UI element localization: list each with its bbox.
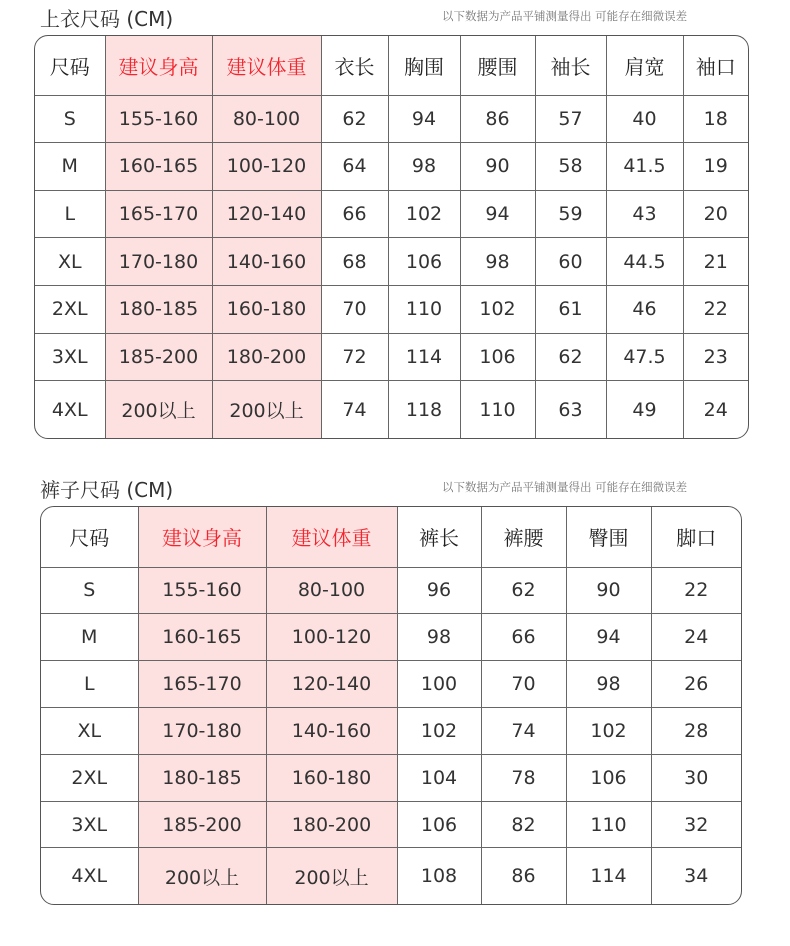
table-cell: 98 <box>388 143 460 191</box>
table-cell: 96 <box>397 567 481 614</box>
table-cell: 2XL <box>41 754 138 801</box>
table-cell: 70 <box>321 286 388 334</box>
table-cell: 24 <box>683 381 748 438</box>
bottom-table-note: 以下数据为产品平铺测量得出 可能存在细微误差 <box>442 480 688 494</box>
table-cell: XL <box>35 238 105 286</box>
table-cell: 74 <box>481 707 566 754</box>
table-cell: 80-100 <box>266 567 397 614</box>
table-cell: 86 <box>481 848 566 904</box>
header-row <box>41 507 741 567</box>
table-cell: 106 <box>397 801 481 848</box>
table-cell: XL <box>41 707 138 754</box>
table-cell: 86 <box>460 95 535 143</box>
table-cell: 94 <box>566 614 651 661</box>
table-cell: 200以上 <box>105 381 212 438</box>
table-cell: 102 <box>397 707 481 754</box>
table-cell: 160-180 <box>266 754 397 801</box>
table-cell: L <box>41 661 138 708</box>
table-row <box>41 754 741 801</box>
table-cell: M <box>35 143 105 191</box>
table-cell: 3XL <box>41 801 138 848</box>
table-row <box>41 614 741 661</box>
table-cell: 104 <box>397 754 481 801</box>
table-row <box>35 238 748 286</box>
table-cell: 94 <box>388 95 460 143</box>
column-header: 肩宽 <box>606 36 683 95</box>
table-cell: 32 <box>651 801 741 848</box>
table-cell: 22 <box>651 567 741 614</box>
table-cell: 114 <box>388 333 460 381</box>
column-header: 裤长 <box>397 507 481 567</box>
table-cell: 18 <box>683 95 748 143</box>
table-cell: 22 <box>683 286 748 334</box>
table-row <box>35 190 748 238</box>
table-cell: 94 <box>460 190 535 238</box>
table-cell: 58 <box>535 143 606 191</box>
table-cell: 200以上 <box>138 848 266 904</box>
table-cell: 98 <box>460 238 535 286</box>
table-cell: 120-140 <box>266 661 397 708</box>
table-row <box>41 707 741 754</box>
table-cell: 155-160 <box>105 95 212 143</box>
column-header: 裤腰 <box>481 507 566 567</box>
table-cell: 66 <box>321 190 388 238</box>
table-cell: 185-200 <box>105 333 212 381</box>
table-cell: 41.5 <box>606 143 683 191</box>
table-cell: 170-180 <box>138 707 266 754</box>
table-cell: 185-200 <box>138 801 266 848</box>
table-cell: 100-120 <box>212 143 321 191</box>
table-cell: 60 <box>535 238 606 286</box>
table-cell: 68 <box>321 238 388 286</box>
table-cell: 26 <box>651 661 741 708</box>
table-cell: 98 <box>397 614 481 661</box>
column-header: 腰围 <box>460 36 535 95</box>
table-cell: 180-200 <box>212 333 321 381</box>
table-cell: 106 <box>460 333 535 381</box>
column-header: 建议身高 <box>105 36 212 95</box>
table-cell: 62 <box>481 567 566 614</box>
table-cell: 102 <box>388 190 460 238</box>
table-cell: 30 <box>651 754 741 801</box>
table-cell: 82 <box>481 801 566 848</box>
table-cell: S <box>41 567 138 614</box>
table-cell: 160-165 <box>138 614 266 661</box>
table-cell: 200以上 <box>266 848 397 904</box>
table-cell: 34 <box>651 848 741 904</box>
table-cell: 100-120 <box>266 614 397 661</box>
table-cell: 90 <box>566 567 651 614</box>
table-cell: S <box>35 95 105 143</box>
column-header: 建议体重 <box>266 507 397 567</box>
table-cell: 2XL <box>35 286 105 334</box>
table-cell: 90 <box>460 143 535 191</box>
table-cell: 100 <box>397 661 481 708</box>
table-cell: L <box>35 190 105 238</box>
table-cell: M <box>41 614 138 661</box>
table-cell: 23 <box>683 333 748 381</box>
table-cell: 19 <box>683 143 748 191</box>
table-cell: 118 <box>388 381 460 438</box>
table-row <box>41 801 741 848</box>
table-cell: 106 <box>566 754 651 801</box>
table-cell: 110 <box>566 801 651 848</box>
column-header: 脚口 <box>651 507 741 567</box>
column-header: 尺码 <box>35 36 105 95</box>
table-row <box>41 661 741 708</box>
column-header: 胸围 <box>388 36 460 95</box>
table-cell: 110 <box>388 286 460 334</box>
table-cell: 140-160 <box>266 707 397 754</box>
table-cell: 40 <box>606 95 683 143</box>
table-cell: 47.5 <box>606 333 683 381</box>
table-cell: 140-160 <box>212 238 321 286</box>
table-cell: 4XL <box>35 381 105 438</box>
table-cell: 78 <box>481 754 566 801</box>
bottom-table-title: 裤子尺码 (CM) <box>40 478 174 502</box>
table-cell: 165-170 <box>138 661 266 708</box>
top-size-table <box>34 35 749 439</box>
top-table-note: 以下数据为产品平铺测量得出 可能存在细微误差 <box>442 9 688 23</box>
table-cell: 62 <box>535 333 606 381</box>
table-cell: 70 <box>481 661 566 708</box>
table-row <box>41 848 741 904</box>
table-cell: 98 <box>566 661 651 708</box>
table-cell: 160-180 <box>212 286 321 334</box>
table-cell: 160-165 <box>105 143 212 191</box>
table-cell: 49 <box>606 381 683 438</box>
table-row <box>35 286 748 334</box>
table-cell: 108 <box>397 848 481 904</box>
column-header: 臀围 <box>566 507 651 567</box>
table-cell: 62 <box>321 95 388 143</box>
table-cell: 114 <box>566 848 651 904</box>
column-header: 建议身高 <box>138 507 266 567</box>
table-cell: 165-170 <box>105 190 212 238</box>
table-cell: 59 <box>535 190 606 238</box>
table-cell: 64 <box>321 143 388 191</box>
table-cell: 180-185 <box>138 754 266 801</box>
table-cell: 120-140 <box>212 190 321 238</box>
table-cell: 110 <box>460 381 535 438</box>
table-cell: 102 <box>460 286 535 334</box>
table-cell: 61 <box>535 286 606 334</box>
top-table-title: 上衣尺码 (CM) <box>40 7 174 31</box>
table-cell: 155-160 <box>138 567 266 614</box>
table-cell: 80-100 <box>212 95 321 143</box>
table-cell: 200以上 <box>212 381 321 438</box>
bottom-size-table <box>40 506 742 905</box>
table-cell: 44.5 <box>606 238 683 286</box>
table-row <box>35 381 748 438</box>
table-cell: 74 <box>321 381 388 438</box>
table-cell: 180-200 <box>266 801 397 848</box>
header-row <box>35 36 748 95</box>
table-row <box>35 95 748 143</box>
table-row <box>41 567 741 614</box>
table-cell: 4XL <box>41 848 138 904</box>
column-header: 袖长 <box>535 36 606 95</box>
table-cell: 170-180 <box>105 238 212 286</box>
table-cell: 57 <box>535 95 606 143</box>
table-cell: 106 <box>388 238 460 286</box>
column-header: 建议体重 <box>212 36 321 95</box>
table-cell: 180-185 <box>105 286 212 334</box>
table-cell: 3XL <box>35 333 105 381</box>
column-header: 衣长 <box>321 36 388 95</box>
table-cell: 66 <box>481 614 566 661</box>
column-header: 尺码 <box>41 507 138 567</box>
table-cell: 72 <box>321 333 388 381</box>
table-cell: 63 <box>535 381 606 438</box>
table-row <box>35 143 748 191</box>
table-cell: 28 <box>651 707 741 754</box>
table-cell: 43 <box>606 190 683 238</box>
table-cell: 102 <box>566 707 651 754</box>
table-cell: 20 <box>683 190 748 238</box>
column-header: 袖口 <box>683 36 748 95</box>
table-row <box>35 333 748 381</box>
table-cell: 21 <box>683 238 748 286</box>
table-cell: 46 <box>606 286 683 334</box>
table-cell: 24 <box>651 614 741 661</box>
